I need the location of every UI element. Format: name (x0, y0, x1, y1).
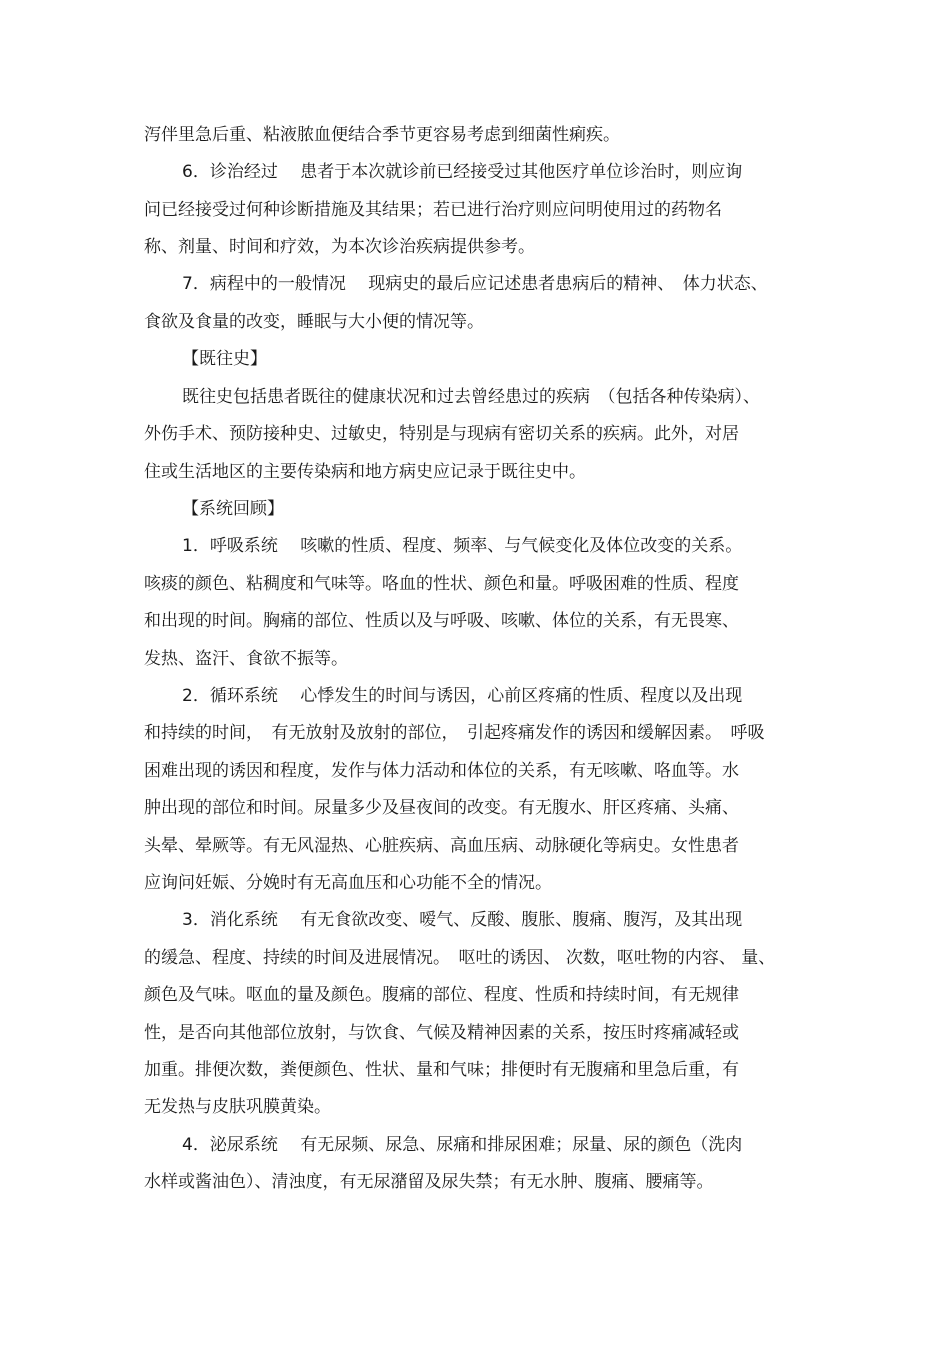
text-line: 性，是否向其他部位放射，与饮食、气候及精神因素的关系，按压时疼痛减轻或 (144, 1023, 739, 1043)
text-line: 肿出现的部位和时间。尿量多少及昼夜间的改变。有无腹水、肝区疼痛、头痛、 (144, 798, 739, 818)
text-line: 应询问妊娠、分娩时有无高血压和心功能不全的情况。 (144, 873, 552, 893)
text-line: 咳痰的颜色、粘稠度和气味等。咯血的性状、颜色和量。呼吸困难的性质、程度 (144, 574, 739, 594)
text-line: 泻伴里急后重、粘液脓血便结合季节更容易考虑到细菌性痢疾。 (144, 125, 620, 145)
text-line: 称、剂量、时间和疗效，为本次诊治疾病提供参考。 (144, 237, 535, 257)
text-line: 外伤手术、预防接种史、过敏史，特别是与现病有密切关系的疾病。此外，对居 (144, 424, 739, 444)
text-line: 和持续的时间， 有无放射及放射的部位， 引起疼痛发作的诱因和缓解因素。 呼吸 (144, 723, 765, 743)
text-line: 住或生活地区的主要传染病和地方病史应记录于既往史中。 (144, 462, 586, 482)
text-line: 颜色及气味。呕血的量及颜色。腹痛的部位、程度、性质和持续时间，有无规律 (144, 985, 739, 1005)
text-line: 6．诊治经过 患者于本次就诊前已经接受过其他医疗单位诊治时，则应询 (182, 162, 743, 182)
text-line: 2．循环系统 心悸发生的时间与诱因，心前区疼痛的性质、程度以及出现 (182, 686, 743, 706)
text-line: 1．呼吸系统 咳嗽的性质、程度、频率、与气候变化及体位改变的关系。 (182, 536, 743, 556)
text-line: 问已经接受过何种诊断措施及其结果；若已进行治疗则应问明使用过的药物名 (144, 200, 722, 220)
text-line: 加重。排便次数，粪便颜色、性状、量和气味；排便时有无腹痛和里急后重，有 (144, 1060, 739, 1080)
text-line: 7．病程中的一般情况 现病史的最后应记述患者患病后的精神、 体力状态、 (182, 274, 768, 294)
section-heading: 【系统回顾】 (182, 499, 284, 519)
text-line: 水样或酱油色）、清浊度，有无尿潴留及尿失禁；有无水肿、腹痛、腰痛等。 (144, 1172, 714, 1192)
text-line: 食欲及食量的改变，睡眠与大小便的情况等。 (144, 312, 484, 332)
section-heading: 【既往史】 (182, 349, 267, 369)
text-line: 困难出现的诱因和程度，发作与体力活动和体位的关系，有无咳嗽、咯血等。水 (144, 761, 739, 781)
text-line: 无发热与皮肤巩膜黄染。 (144, 1097, 331, 1117)
text-line: 的缓急、程度、持续的时间及进展情况。 呕吐的诱因、 次数，呕吐物的内容、 量、 (144, 948, 776, 968)
text-line: 3．消化系统 有无食欲改变、嗳气、反酸、腹胀、腹痛、腹泻，及其出现 (182, 910, 743, 930)
text-line: 发热、盗汗、食欲不振等。 (144, 649, 348, 669)
text-line: 和出现的时间。胸痛的部位、性质以及与呼吸、咳嗽、体位的关系，有无畏寒、 (144, 611, 739, 631)
text-line: 头晕、晕厥等。有无风湿热、心脏疾病、高血压病、动脉硬化等病史。女性患者 (144, 836, 739, 856)
text-line: 既往史包括患者既往的健康状况和过去曾经患过的疾病 （包括各种传染病）、 (182, 387, 760, 407)
text-line: 4．泌尿系统 有无尿频、尿急、尿痛和排尿困难；尿量、尿的颜色（洗肉 (182, 1135, 743, 1155)
